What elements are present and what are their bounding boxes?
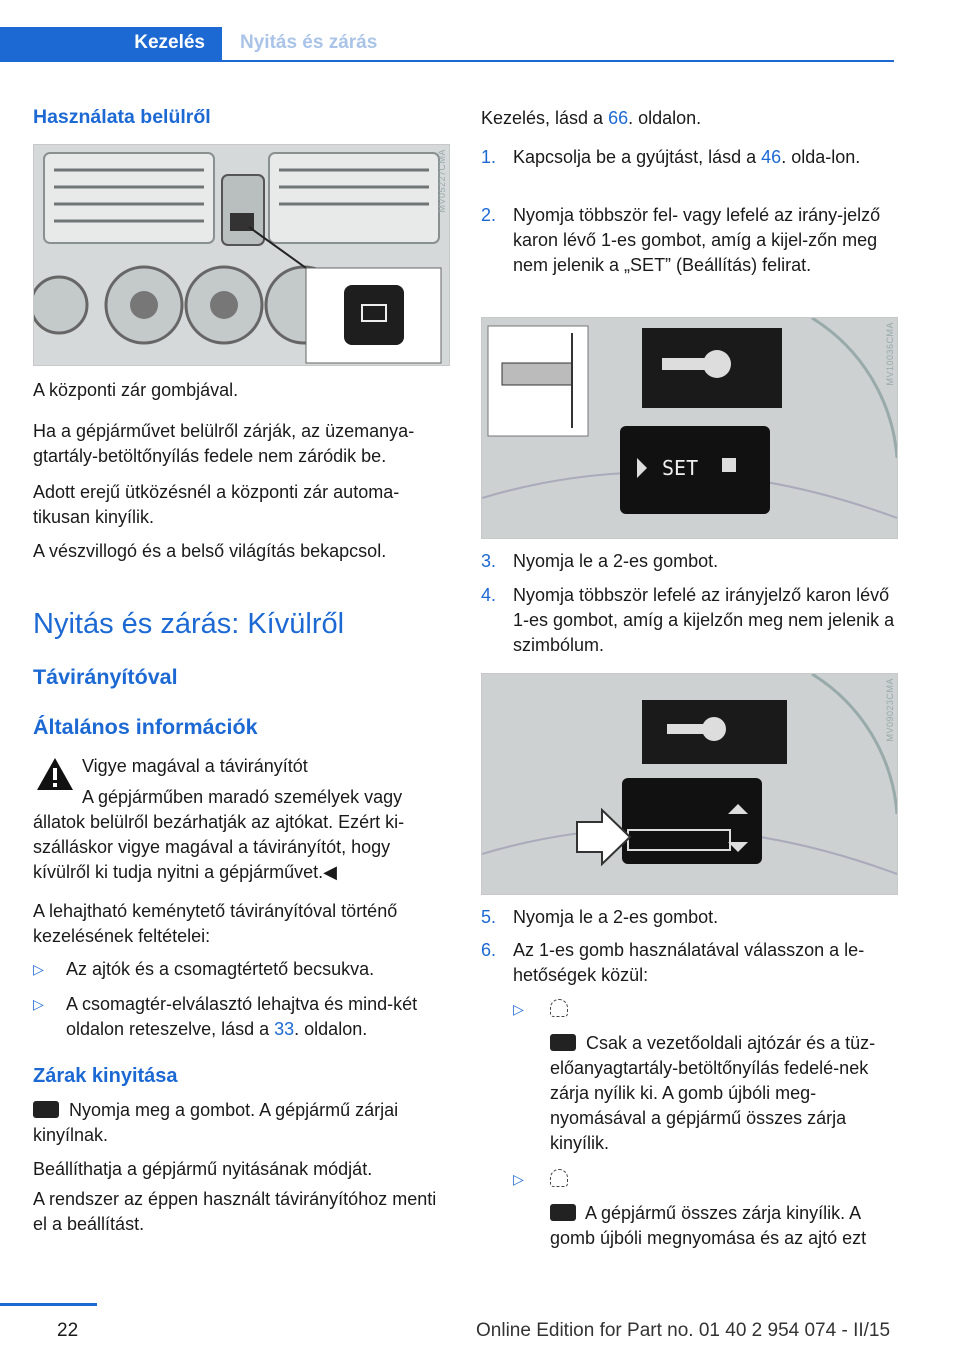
list-item-text: Az ajtók és a csomagtértető becsukva. (66, 959, 375, 979)
all-doors-symbol-icon (550, 1169, 568, 1187)
figure-key-symbol-display (481, 673, 898, 895)
bullet-triangle-icon: ▷ (33, 961, 44, 977)
step-item (481, 145, 899, 170)
warning-title: Vigye magával a távirányítót (82, 756, 308, 776)
option-text: Csak a vezetőoldali ajtózár és a tüz-előanyagtartály-betöltőnyílás fedelé-nek zárja nyílik ki. A gomb újbóli meg-nyomásával a gépjármű összes zárja kinyílik. (550, 1033, 876, 1153)
tab-nyitas-es-zaras[interactable]: Nyitás és zárás (240, 32, 378, 53)
figure-set-display (481, 317, 898, 539)
page-number: 22 (57, 1320, 79, 1341)
warning-text: A gépjárműben maradó személyek vagy állatok belülről bezárhatják az ajtókat. Ezért ki-szálláskor vigye magával a távirányítót, hogy kívülről ki tudja nyitni a gépjárművet.◀ (33, 787, 405, 882)
header-rule (0, 60, 894, 62)
paragraph: Beállíthatja a gépjármű nyitásának módját. (33, 1159, 373, 1179)
dashboard-illustration (34, 145, 449, 365)
sub-heading: Távirányítóval (33, 665, 178, 689)
paragraph: A vészvillogó és a belső világítás bekapcsol. (33, 541, 387, 561)
remote-unlock-button-icon (550, 1034, 576, 1051)
step-item (481, 203, 899, 278)
footer-rule (0, 1303, 97, 1306)
section-heading: Használata belülről (33, 106, 211, 128)
page-link[interactable]: 33 (274, 1019, 295, 1039)
bullet-triangle-icon: ▷ (513, 1001, 524, 1017)
paragraph: Nyomja meg a gombot. A gépjármű zárjai kinyílnak. (33, 1100, 399, 1145)
step-text: Nyomja többször fel- vagy lefelé az irány-jelző karon lévő 1-es gombot, amíg a kijel-zőn meg nem jelenik a „SET” (Beállítás) felirat. (513, 205, 881, 275)
page-link[interactable]: 66 (608, 108, 629, 128)
step-item (481, 583, 899, 658)
figure-code: MV09023CMA (885, 678, 895, 742)
step-text: Nyomja le a 2-es gombot. (513, 907, 719, 927)
instrument-display-set-illustration (482, 318, 897, 538)
paragraph: A rendszer az éppen használt távirányítóhoz menti el a beállítást. (33, 1189, 437, 1234)
page-link[interactable]: 46 (761, 147, 782, 167)
figure-code: MV05227CMA (437, 149, 447, 213)
paragraph: Adott erejű ütközésnél a központi zár automa-tikusan kinyílik. (33, 482, 400, 527)
step-text: Nyomja többször lefelé az irányjelző karon lévő 1-es gombot, amíg a kijelzőn meg nem jelenik a szimbólum. (513, 585, 895, 655)
paragraph: Ha a gépjárművet belülről zárják, az üzemanya-gtartály-betöltőnyílás fedele nem záródik be. (33, 421, 415, 466)
figure-caption: A központi zár gombjával. (33, 380, 239, 400)
step-item (481, 905, 899, 930)
bullet-triangle-icon: ▷ (513, 1171, 524, 1187)
step-number: 1. (481, 147, 497, 167)
figure-code: MV10036CMA (885, 322, 895, 386)
step-number: 4. (481, 585, 497, 605)
paragraph: A lehajtható keménytető távirányítóval történő kezelésének feltételei: (33, 901, 398, 946)
step-text: Kapcsolja be a gyújtást, lásd a 46. olda-lon. (513, 147, 861, 167)
sub-heading: Általános információk (33, 715, 258, 739)
remote-unlock-button-icon (33, 1101, 59, 1118)
chapter-heading: Nyitás és zárás: Kívülről (33, 608, 345, 640)
step-number: 2. (481, 205, 497, 225)
remote-unlock-button-icon (550, 1204, 576, 1221)
list-item-text: A csomagtér-elválasztó lehajtva és mind-két oldalon reteszelve, lásd a 33. oldalon. (66, 994, 418, 1039)
bullet-triangle-icon: ▷ (33, 996, 44, 1012)
figure-central-lock-button (33, 144, 450, 366)
display-set-text: SET (662, 456, 699, 480)
instrument-display-key-illustration (482, 674, 897, 894)
step-number: 6. (481, 940, 497, 960)
step-number: 5. (481, 907, 497, 927)
footer-edition: Online Edition for Part no. 01 40 2 954 074 - II/15 (476, 1320, 891, 1341)
step-number: 3. (481, 551, 497, 571)
paragraph: Kezelés, lásd a 66. oldalon. (481, 108, 702, 128)
tab-kezeles[interactable]: Kezelés (0, 27, 222, 61)
driver-door-symbol-icon (550, 999, 568, 1017)
step-item (481, 549, 899, 574)
list-item (33, 992, 451, 1042)
sub-heading: Zárak kinyitása (33, 1065, 178, 1087)
step-text: Nyomja le a 2-es gombot. (513, 551, 719, 571)
header-bar (0, 27, 894, 61)
step-item (481, 938, 899, 988)
list-item (33, 957, 451, 982)
step-text: Az 1-es gomb használatával válasszon a le-hetőségek közül: (513, 940, 865, 985)
option-text: A gépjármű összes zárja kinyílik. A gomb újbóli megnyomása és az ajtó ezt (550, 1203, 867, 1248)
